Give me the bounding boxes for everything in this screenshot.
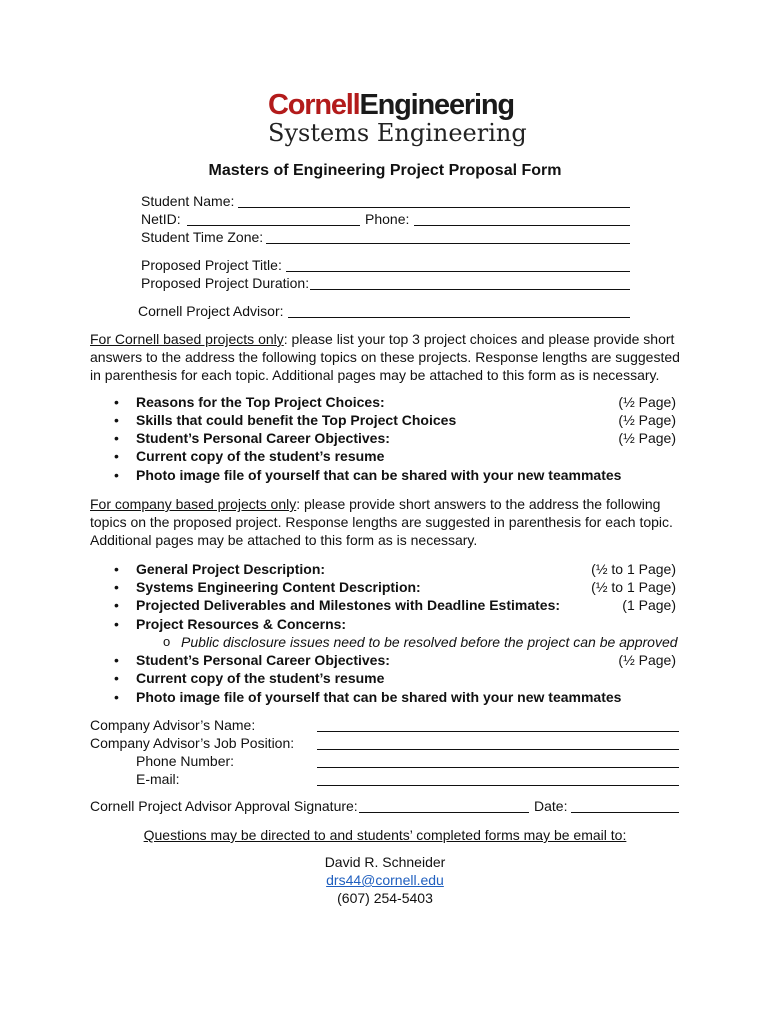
list-item: Student’s Personal Career Objectives:: [136, 430, 390, 446]
list-item: Current copy of the student’s resume: [136, 448, 385, 464]
response-length: (½ Page): [618, 652, 676, 668]
approval-signature-field[interactable]: [359, 812, 529, 813]
response-length: (½ to 1 Page): [591, 579, 676, 595]
list-item: Student’s Personal Career Objectives:: [136, 652, 390, 668]
response-length: (½ to 1 Page): [591, 561, 676, 577]
company-advisor-name-label: Company Advisor’s Name:: [90, 717, 256, 733]
company-projects-intro: [90, 495, 690, 549]
response-length: (½ Page): [618, 412, 676, 428]
form-title: Masters of Engineering Project Proposal Form: [208, 162, 562, 179]
list-item: General Project Description:: [136, 561, 326, 577]
bullet-icon: •: [114, 670, 119, 686]
bullet-icon: •: [114, 689, 119, 705]
project-duration-label: Proposed Project Duration:: [141, 275, 310, 291]
logo-part-engineering: Engineering: [359, 89, 514, 121]
bullet-icon: •: [114, 561, 119, 577]
list-item: Projected Deliverables and Milestones with Deadline Estimates:: [136, 597, 561, 613]
cornell-advisor-label: Cornell Project Advisor:: [138, 303, 284, 319]
time-zone-field[interactable]: [266, 243, 630, 244]
bullet-icon: •: [114, 412, 119, 428]
list-item: Current copy of the student’s resume: [136, 670, 385, 686]
company-advisor-position-label: Company Advisor’s Job Position:: [90, 735, 295, 751]
response-length: (½ Page): [618, 394, 676, 410]
cornell-advisor-field[interactable]: [288, 317, 630, 318]
netid-label: NetID:: [141, 211, 181, 227]
contact-note: Questions may be directed to and students’ completed forms may be email to:: [143, 827, 627, 843]
approval-date-label: Date:: [534, 798, 568, 814]
list-item: Systems Engineering Content Description:: [136, 579, 421, 595]
circle-bullet-icon: o: [163, 634, 171, 649]
contact-phone: (607) 254-5403: [337, 890, 433, 906]
bullet-icon: •: [114, 652, 119, 668]
project-title-field[interactable]: [286, 271, 630, 272]
company-email-field[interactable]: [317, 785, 679, 786]
sub-list-item: Public disclosure issues need to be resolved before the project can be approved: [181, 634, 678, 650]
bullet-icon: •: [114, 467, 119, 483]
list-item: Skills that could benefit the Top Project Choices: [136, 412, 457, 428]
cornell-engineering-logo: [268, 88, 514, 122]
phone-field[interactable]: [414, 225, 630, 226]
cornell-projects-heading: For Cornell based projects only: [90, 331, 284, 347]
list-item: Photo image file of yourself that can be shared with your new teammates: [136, 467, 622, 483]
bullet-icon: •: [114, 430, 119, 446]
company-phone-field[interactable]: [317, 767, 679, 768]
logo-subtitle: Systems Engineering: [268, 119, 527, 147]
bullet-icon: •: [114, 597, 119, 613]
company-phone-label: Phone Number:: [136, 753, 235, 769]
list-item: Project Resources & Concerns:: [136, 616, 347, 632]
approval-signature-label: Cornell Project Advisor Approval Signature:: [90, 798, 358, 814]
list-item: Reasons for the Top Project Choices:: [136, 394, 385, 410]
contact-name: David R. Schneider: [324, 854, 446, 870]
company-projects-heading: For company based projects only: [90, 496, 297, 512]
phone-label: Phone:: [365, 211, 410, 227]
project-title-label: Proposed Project Title:: [141, 257, 282, 273]
bullet-icon: •: [114, 616, 119, 632]
cornell-projects-intro: [90, 330, 690, 384]
student-name-label: Student Name:: [141, 193, 235, 209]
bullet-icon: •: [114, 394, 119, 410]
bullet-icon: •: [114, 579, 119, 595]
approval-date-field[interactable]: [571, 812, 679, 813]
netid-field[interactable]: [187, 225, 360, 226]
company-email-label: E-mail:: [136, 771, 180, 787]
company-advisor-position-field[interactable]: [317, 749, 679, 750]
response-length: (1 Page): [622, 597, 676, 613]
response-length: (½ Page): [618, 430, 676, 446]
cornell-projects-instructions: : please list your top 3 project choices and please provide short answers to the address the following topics on these projects. Response lengths are suggested in parenthesis for each topic. Additional pages may be attached to this form as is necessary.: [90, 331, 680, 383]
project-duration-field[interactable]: [310, 289, 630, 290]
student-name-field[interactable]: [238, 207, 630, 208]
list-item: Photo image file of yourself that can be shared with your new teammates: [136, 689, 622, 705]
company-advisor-name-field[interactable]: [317, 731, 679, 732]
contact-email-link[interactable]: drs44@cornell.edu: [326, 872, 444, 888]
logo-part-cornell: Cornell: [268, 89, 360, 121]
company-projects-instructions: : please provide short answers to the address the following topics on the proposed project. Response lengths are suggested in parenthesis for each topic. Additional pages may be attached to this form as is necessary.: [90, 496, 673, 548]
time-zone-label: Student Time Zone:: [141, 229, 264, 245]
bullet-icon: •: [114, 448, 119, 464]
